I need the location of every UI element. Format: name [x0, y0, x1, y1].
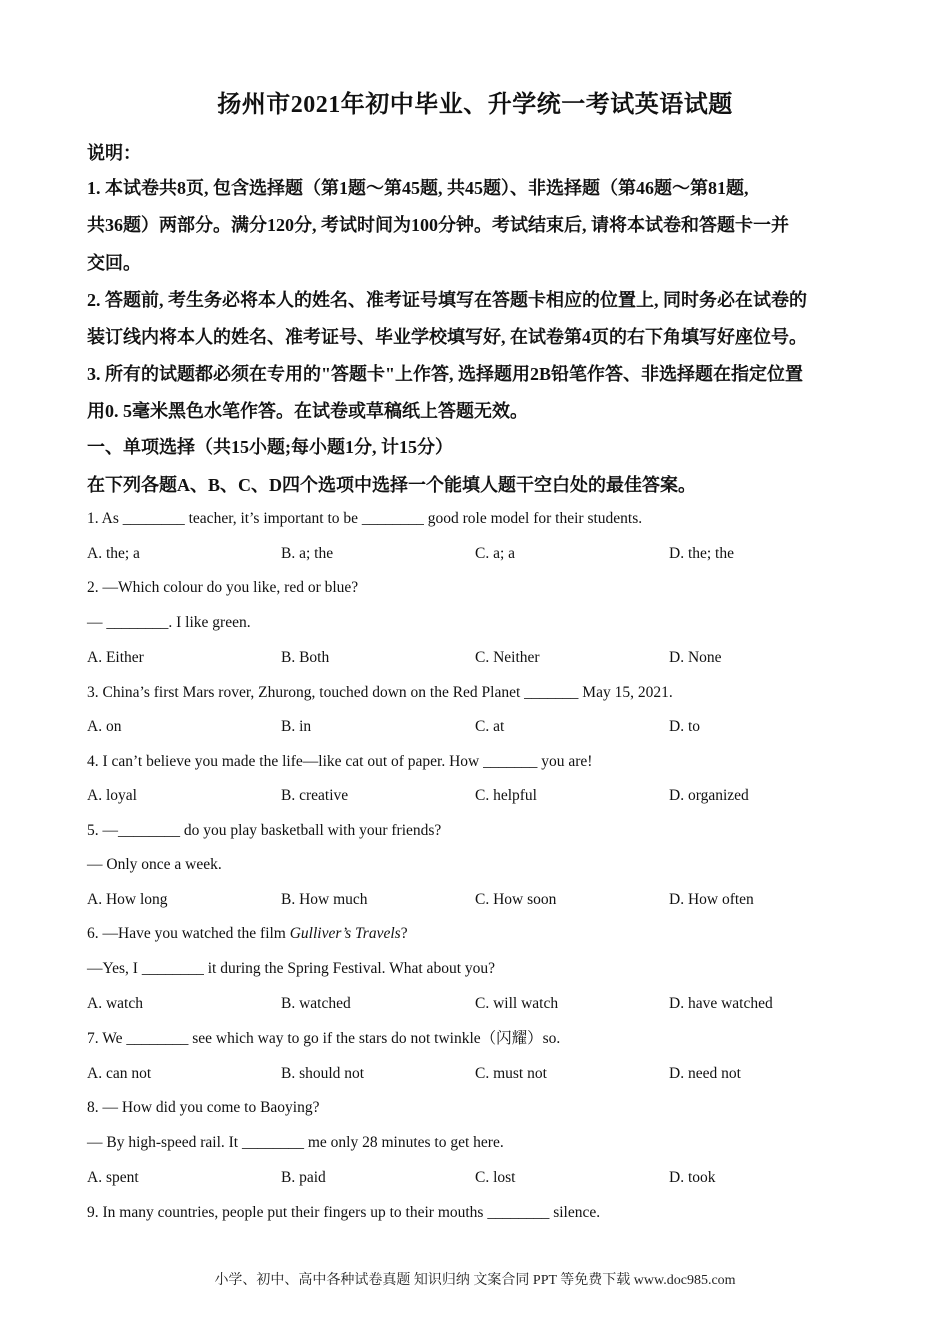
q1-option-b: B. a; the [281, 545, 334, 562]
q8-option-a: A. spent [87, 1169, 139, 1186]
q5-option-a: A. How long [87, 891, 168, 908]
page-footer: 小学、初中、高中各种试卷真题 知识归纳 文案合同 PPT 等免费下载 www.doc985.com [214, 1273, 736, 1288]
q7-option-c: C. must not [475, 1065, 547, 1082]
instruction-line-4: 2. 答题前, 考生务必将本人的姓名、准考证号填写在答题卡相应的位置上, 同时务必在试卷的 [87, 290, 807, 310]
q6-stem-post: ? [400, 925, 408, 942]
question-7-stem: 7. We ________ see which way to go if the stars do not twinkle（闪耀）so. [87, 1030, 561, 1047]
q1-option-c: C. a; a [475, 545, 516, 562]
q1-option-d: D. the; the [669, 545, 734, 562]
q6-option-d: D. have watched [669, 995, 773, 1012]
q4-option-d: D. organized [669, 787, 749, 804]
question-6-reply: —Yes, I ________ it during the Spring Festival. What about you? [87, 960, 496, 977]
instruction-line-5: 装订线内将本人的姓名、准考证号、毕业学校填写好, 在试卷第4页的右下角填写好座位号。 [87, 327, 807, 347]
q3-option-d: D. to [669, 718, 700, 735]
question-8-stem: 8. — How did you come to Baoying? [87, 1099, 320, 1116]
q5-option-c: C. How soon [475, 891, 557, 908]
page-title: 扬州市2021年初中毕业、升学统一考试英语试题 [217, 92, 733, 118]
question-5-reply: — Only once a week. [87, 856, 222, 873]
instruction-line-6: 3. 所有的试题都必须在专用的"答题卡"上作答, 选择题用2B铅笔作答、非选择题在指定位置 [87, 364, 803, 384]
q6-film-title: Gulliver’s Travels [289, 925, 401, 942]
q5-option-b: B. How much [281, 891, 368, 908]
q6-option-b: B. watched [281, 995, 351, 1012]
question-2-reply: — ________. I like green. [87, 614, 251, 631]
q6-option-c: C. will watch [475, 995, 559, 1012]
question-1-stem: 1. As ________ teacher, it’s important to be ________ good role model for their students. [87, 510, 643, 527]
instruction-line-3: 交回。 [87, 253, 141, 273]
q2-option-b: B. Both [281, 649, 330, 666]
question-2-stem: 2. —Which colour do you like, red or blue? [87, 579, 359, 596]
q3-option-c: C. at [475, 718, 505, 735]
question-4-stem: 4. I can’t believe you made the life—like cat out of paper. How _______ you are! [87, 753, 593, 770]
q5-option-d: D. How often [669, 891, 754, 908]
q7-option-b: B. should not [281, 1065, 365, 1082]
q4-option-b: B. creative [281, 787, 349, 804]
q2-option-c: C. Neither [475, 649, 540, 666]
question-8-reply: — By high-speed rail. It ________ me only 28 minutes to get here. [87, 1134, 504, 1151]
question-5-stem: 5. —________ do you play basketball with your friends? [87, 822, 442, 839]
question-6-stem [87, 924, 408, 944]
q8-option-b: B. paid [281, 1169, 326, 1186]
q7-option-a: A. can not [87, 1065, 152, 1082]
section-heading: 一、单项选择（共15小题;每小题1分, 计15分） [87, 437, 453, 457]
q2-option-a: A. Either [87, 649, 144, 666]
q3-option-a: A. on [87, 718, 122, 735]
question-9-stem: 9. In many countries, people put their fingers up to their mouths ________ silence. [87, 1204, 601, 1221]
section-directions: 在下列各题A、B、C、D四个选项中选择一个能填人题干空白处的最佳答案。 [87, 475, 696, 495]
question-3-stem: 3. China’s first Mars rover, Zhurong, touched down on the Red Planet _______ May 15, 2021. [87, 684, 673, 701]
q4-option-c: C. helpful [475, 787, 537, 804]
q7-option-d: D. need not [669, 1065, 741, 1082]
instruction-line-1: 1. 本试卷共8页, 包含选择题（第1题～第45题, 共45题）、非选择题（第46题～第81题, [87, 178, 749, 198]
q2-option-d: D. None [669, 649, 722, 666]
q6-stem-pre: 6. —Have you watched the film [87, 925, 290, 942]
q8-option-d: D. took [669, 1169, 716, 1186]
instruction-line-7: 用0. 5毫米黑色水笔作答。在试卷或草稿纸上答题无效。 [87, 401, 528, 421]
instruction-line-2: 共36题）两部分。满分120分, 考试时间为100分钟。考试结束后, 请将本试卷和答题卡一并 [87, 215, 789, 235]
q8-option-c: C. lost [475, 1169, 516, 1186]
q3-option-b: B. in [281, 718, 312, 735]
q6-option-a: A. watch [87, 995, 143, 1012]
instructions-heading: 说明： [87, 143, 141, 163]
q4-option-a: A. loyal [87, 787, 137, 804]
q1-option-a: A. the; a [87, 545, 140, 562]
